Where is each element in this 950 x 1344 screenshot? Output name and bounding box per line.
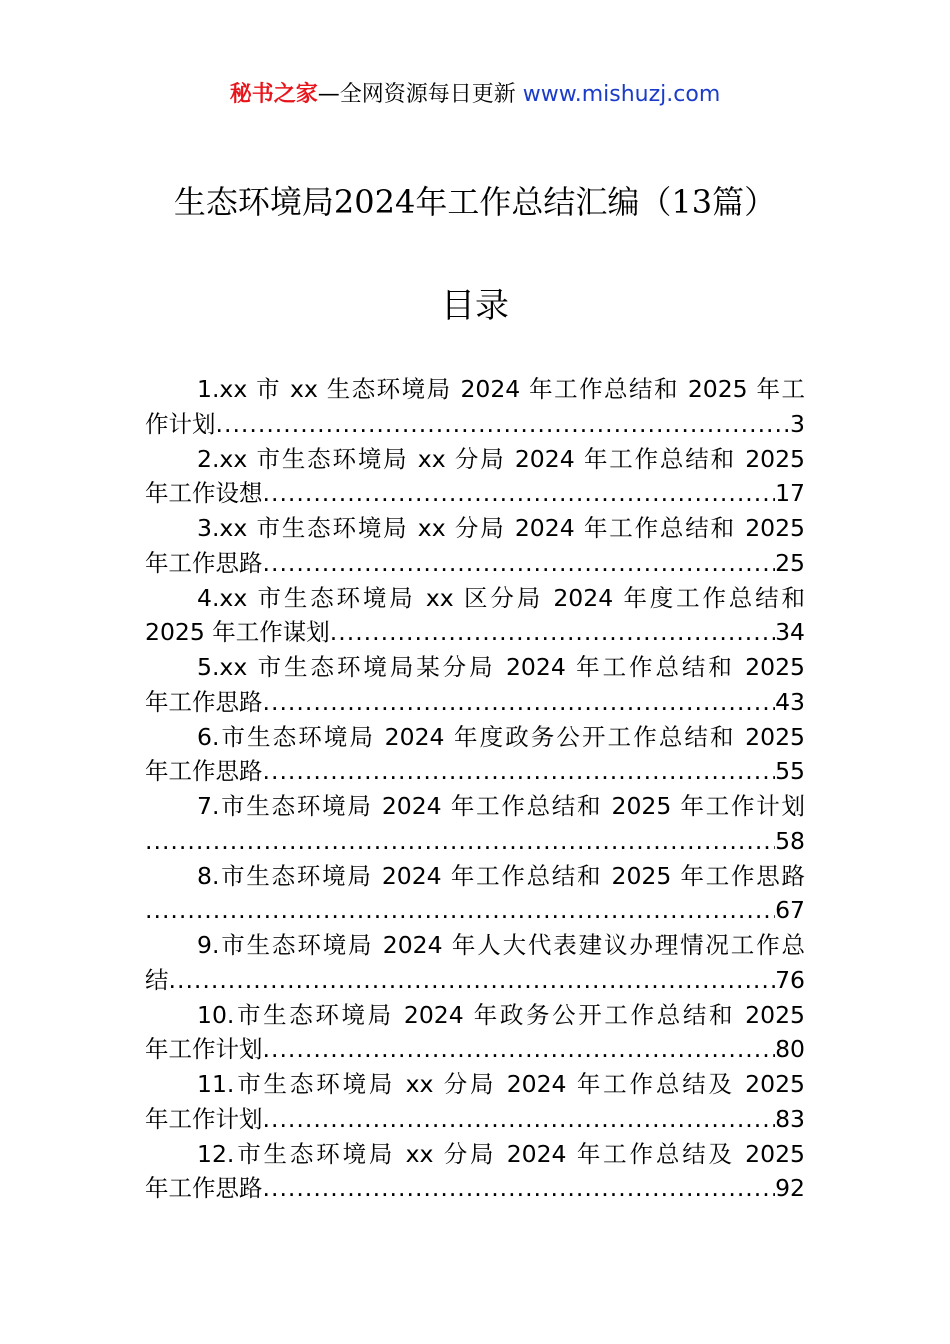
toc-entry-leader-line [145,407,805,442]
toc-page-number: 80 [775,1035,805,1064]
toc-dot-leader [216,407,791,442]
title-part1: 生态环境局 [173,183,334,221]
toc-entry[interactable] [145,998,805,1068]
toc-entry-title: 3.xx 市生态环境局 xx 分局 2024 年工作总结和 2025 [197,514,805,542]
toc-page-number: 25 [775,548,805,577]
toc-entry-title: 10.市生态环境局 2024 年政务公开工作总结和 2025 [197,1000,805,1029]
toc-entry-leader-line [145,685,805,720]
toc-entry[interactable] [145,511,805,581]
toc-entry-title: 4.xx 市生态环境局 xx 区分局 2024 年度工作总结和 [197,583,805,612]
toc-entry-leader-line [145,963,805,998]
toc-entry-title-continued: 年工作设想 [145,479,263,508]
toc-entry-title-continued: 作计划 [145,409,216,438]
toc-entry-title: 9.市生态环境局 2024 年人大代表建议办理情况工作总 [197,931,805,959]
toc-entry[interactable] [145,372,805,442]
site-header [0,80,950,110]
toc-dot-leader [263,754,776,789]
toc-dot-leader [263,1171,776,1206]
toc-entry-title-continued: 年工作思路 [145,687,263,716]
toc-entry-title: 5.xx 市生态环境局某分局 2024 年工作总结和 2025 [197,653,805,681]
toc-entry-title: 2.xx 市生态环境局 xx 分局 2024 年工作总结和 2025 [197,444,805,473]
toc-page-number: 17 [775,479,805,508]
title-part2: 年工作总结汇编（ [415,183,672,221]
toc-entry-leader-line [145,754,805,789]
toc-entry[interactable] [145,650,805,720]
toc-heading: 目录 [441,286,509,326]
toc-page-number: 83 [775,1104,805,1133]
toc-entry-title-continued: 2025 年工作谋划 [145,618,330,647]
toc-entry-title-continued: 年工作计划 [145,1104,263,1133]
toc-entry-leader-line [145,1171,805,1206]
toc-page-number: 55 [775,757,805,786]
toc-entry-title-continued: 年工作思路 [145,1174,263,1203]
toc-entry-leader-line [145,1102,805,1137]
toc-page-number: 34 [775,618,805,647]
toc-entry-leader-line [145,893,805,928]
toc-dot-leader [263,476,776,511]
site-url[interactable]: www.mishuzj.com [522,82,721,107]
toc-entry-title-continued: 年工作思路 [145,757,263,786]
toc-dot-leader [145,824,775,859]
toc-dot-leader [169,963,776,998]
toc-entry-title: 8.市生态环境局 2024 年工作总结和 2025 年工作思路 [197,861,805,890]
toc-entry[interactable] [145,581,805,651]
toc-entry[interactable] [145,1067,805,1137]
toc-entry-title-continued: 年工作思路 [145,548,263,577]
title-count: 13 [671,183,713,221]
title-part3: 篇） [712,183,777,221]
toc-entry-title: 6.市生态环境局 2024 年度政务公开工作总结和 2025 [197,722,805,751]
document-title [0,180,950,224]
toc-page-number: 92 [775,1174,805,1203]
toc-entry-title: 11.市生态环境局 xx 分局 2024 年工作总结及 2025 [197,1070,805,1098]
toc-dot-leader [330,615,775,650]
toc-entry[interactable] [145,789,805,859]
toc-entry-title: 1.xx 市 xx 生态环境局 2024 年工作总结和 2025 年工 [197,375,805,403]
toc-dot-leader [263,1102,776,1137]
toc-entry-title-continued: 年工作计划 [145,1035,263,1064]
brand-name: 秘书之家 [229,82,318,107]
toc-page-number: 3 [790,409,805,438]
toc-dot-leader [263,1032,776,1067]
toc-entry[interactable] [145,859,805,929]
toc-entry-leader-line [145,476,805,511]
toc-entry-title-continued: 结 [145,965,169,994]
toc-dot-leader [263,546,776,581]
toc-page-number: 43 [775,687,805,716]
toc-dot-leader [263,685,776,720]
toc-entry[interactable] [145,928,805,998]
toc-page-number: 58 [775,826,805,855]
header-tagline: —全网资源每日更新 [317,82,516,107]
table-of-contents [145,372,805,1206]
toc-entry-leader-line [145,824,805,859]
toc-entry[interactable] [145,720,805,790]
title-year: 2024 [333,183,416,221]
toc-entry[interactable] [145,442,805,512]
toc-entry-title: 7.市生态环境局 2024 年工作总结和 2025 年工作计划 [197,792,805,820]
toc-entry-leader-line [145,1032,805,1067]
toc-page-number: 67 [775,896,805,925]
toc-entry[interactable] [145,1137,805,1207]
toc-dot-leader [145,893,775,928]
toc-entry-leader-line [145,615,805,650]
toc-page-number: 76 [775,965,805,994]
toc-entry-title: 12.市生态环境局 xx 分局 2024 年工作总结及 2025 [197,1139,805,1168]
toc-entry-leader-line [145,546,805,581]
